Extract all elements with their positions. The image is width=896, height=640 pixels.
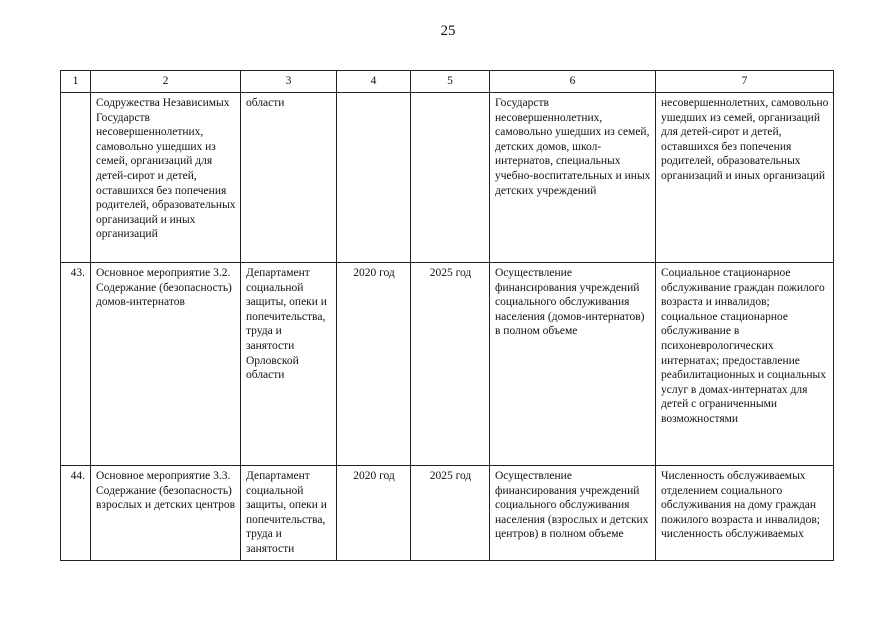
page-number: 25 bbox=[440, 23, 456, 39]
program-activities-table bbox=[60, 70, 834, 561]
table-row bbox=[61, 93, 834, 263]
executor-cell: области bbox=[241, 93, 337, 263]
column-header: 3 bbox=[241, 71, 337, 93]
executor-cell: Департамент социальной защиты, опеки и попечительства, труда и занятости bbox=[241, 466, 337, 561]
column-header: 2 bbox=[91, 71, 241, 93]
activity-cell: Основное мероприятие 3.3. Содержание (безопасность) взрослых и детских центров bbox=[91, 466, 241, 561]
indicator-cell: несовершеннолетних, самовольно ушедших из семей, организаций для детей-сирот и детей, оставшихся без попечения родителей, образовательных организаций и иных организаций bbox=[656, 93, 834, 263]
row-number: 44. bbox=[61, 466, 91, 561]
end-year-cell: 2025 год bbox=[411, 263, 490, 466]
start-year-cell bbox=[337, 93, 411, 263]
row-number bbox=[61, 93, 91, 263]
column-header: 6 bbox=[490, 71, 656, 93]
column-header: 1 bbox=[61, 71, 91, 93]
table-row bbox=[61, 263, 834, 466]
activity-cell: Содружества Независимых Государств несовершеннолетних, самовольно ушедших из семей, организаций для детей-сирот и детей, оставшихся без попечения родителей, образовательных организаций и иных организаций bbox=[91, 93, 241, 263]
end-year-cell: 2025 год bbox=[411, 466, 490, 561]
table-header-row bbox=[61, 71, 834, 93]
end-year-cell bbox=[411, 93, 490, 263]
start-year-cell: 2020 год bbox=[337, 263, 411, 466]
start-year-cell: 2020 год bbox=[337, 466, 411, 561]
column-header: 7 bbox=[656, 71, 834, 93]
table-row bbox=[61, 466, 834, 561]
activity-cell: Основное мероприятие 3.2. Содержание (безопасность) домов-интернатов bbox=[91, 263, 241, 466]
result-cell: Осуществление финансирования учреждений социального обслуживания населения (взрослых и детских центров) в полном объеме bbox=[490, 466, 656, 561]
executor-cell: Департамент социальной защиты, опеки и попечительства, труда и занятости Орловской области bbox=[241, 263, 337, 466]
indicator-cell: Социальное стационарное обслуживание граждан пожилого возраста и инвалидов; социальное стационарное обслуживание в психоневрологических интернатах; предоставление реабилитационных и социальных услуг в домах-интернатах для детей с ограниченными возможностями bbox=[656, 263, 834, 466]
row-number: 43. bbox=[61, 263, 91, 466]
column-header: 5 bbox=[411, 71, 490, 93]
column-header: 4 bbox=[337, 71, 411, 93]
result-cell: Осуществление финансирования учреждений социального обслуживания населения (домов-интернатов) в полном объеме bbox=[490, 263, 656, 466]
indicator-cell: Численность обслуживаемых отделением социального обслуживания на дому граждан пожилого возраста и инвалидов; численность обслуживаемых bbox=[656, 466, 834, 561]
result-cell: Государств несовершеннолетних, самовольно ушедших из семей, детских домов, школ-интернатов, специальных учебно-воспитательных и иных детских учреждений bbox=[490, 93, 656, 263]
